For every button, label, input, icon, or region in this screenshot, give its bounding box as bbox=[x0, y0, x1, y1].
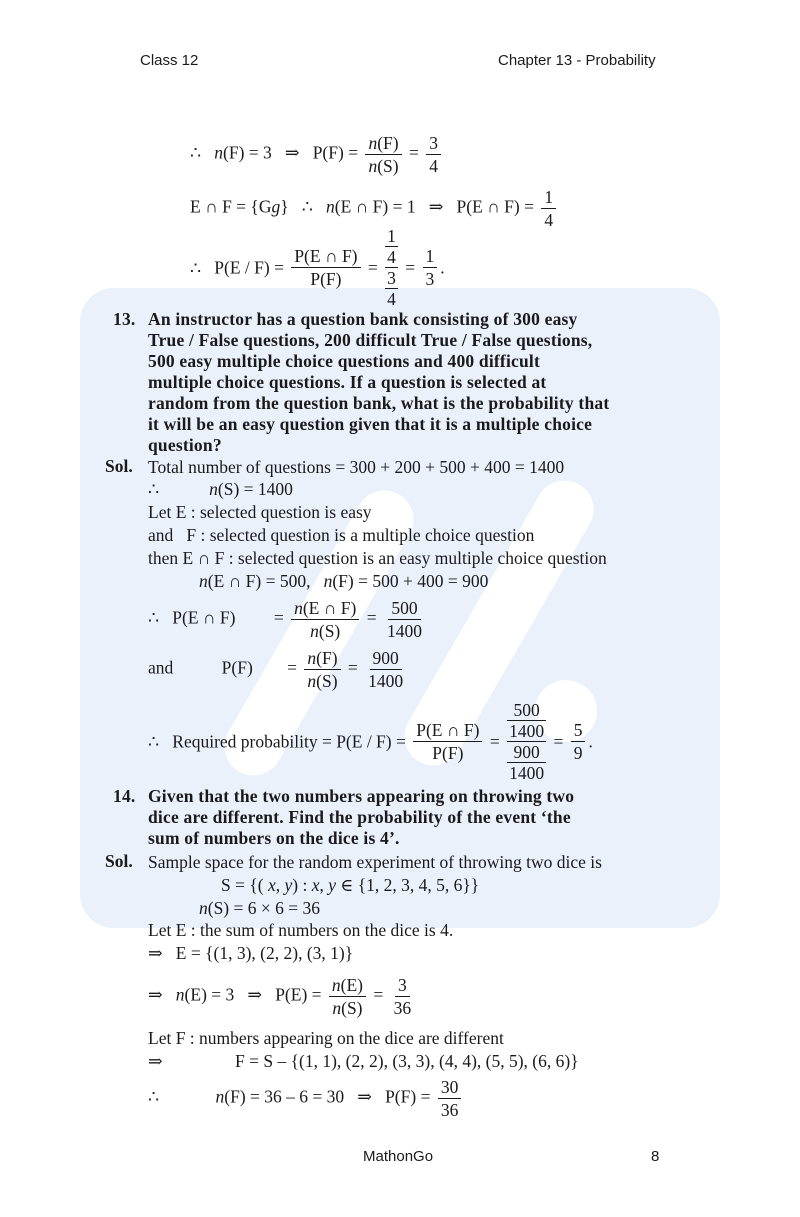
sol14-line-9: ∴ n(F) = 36 – 6 = 30 ⇒ P(F) = $\frac{30}{36}$ bbox=[148, 1077, 464, 1120]
sol13-line-1: Total number of questions = 300 + 200 + 500 + 400 = 1400 bbox=[148, 457, 565, 477]
solution-label: Sol. bbox=[105, 456, 133, 476]
sol13-line-3: Let E : selected question is easy bbox=[148, 502, 372, 522]
fraction: $\frac{3}{4}$ bbox=[426, 133, 441, 176]
sol13-line-8: and P(F) = $\frac{n(F)}{n(S)}$ = $\frac{900}{1400}$ bbox=[148, 648, 404, 691]
footer-brand: MathonGo bbox=[363, 1148, 434, 1165]
sol13-line-7: ∴ P(E ∩ F) = $\frac{n(E \cap F)}{n(S)}$ = $\frac{500}{1400}$ bbox=[148, 598, 422, 641]
solution-label: Sol. bbox=[105, 851, 133, 871]
sol14-line-6: ⇒ n(E) = 3 ⇒ P(E) = $\frac{n(E)}{n(S)}$ = $\frac{3}{36}$ bbox=[148, 975, 412, 1018]
sol14-line-4: Let E : the sum of numbers on the dice is 4. bbox=[148, 920, 454, 940]
header-class: Class 12 bbox=[140, 52, 199, 69]
sol13-line-4: and F : selected question is a multiple choice question bbox=[148, 525, 535, 545]
sol13-line-9: ∴ Required probability = P(E / F) = $\frac{P(E \cap F)}{P(F)}$ = 500 1400 900 1400 = $\frac{5}{9}$ . bbox=[148, 700, 593, 783]
sol13-line-2: ∴ n(S) = 1400 bbox=[148, 479, 293, 499]
sol14-line-1: Sample space for the random experiment of throwing two dice is bbox=[148, 852, 602, 872]
sol14-line-8: ⇒ F = S – {(1, 1), (2, 2), (3, 3), (4, 4), (5, 5), (6, 6)} bbox=[148, 1051, 579, 1071]
sol14-line-7: Let F : numbers appearing on the dice are different bbox=[148, 1028, 504, 1048]
question-text: Given that the two numbers appearing on throwing two dice are different. Find the probability of the event ‘the sum of numbers on the dice is 4’. bbox=[148, 786, 575, 848]
prev-line-2: E ∩ F = {Gg} ∴ n(E ∩ F) = 1 ⇒ P(E ∩ F) = $\frac{1}{4}$ bbox=[190, 187, 559, 230]
sol14-line-2: S = {( x, y) : x, y ∈ {1, 2, 3, 4, 5, 6}} bbox=[221, 875, 480, 895]
compound-fraction: 500 1400 900 1400 bbox=[509, 700, 545, 783]
compound-fraction: 1 4 3 4 bbox=[387, 226, 396, 309]
page-number: 8 bbox=[651, 1148, 660, 1165]
fraction: $\frac{1}{4}$ bbox=[541, 187, 556, 230]
question-number: 13. bbox=[113, 309, 136, 329]
fraction: $\frac{P(E \cap F)}{P(F)}$ bbox=[291, 246, 360, 289]
sol14-line-5: ⇒ E = {(1, 3), (2, 2), (3, 1)} bbox=[148, 943, 354, 963]
question-number: 14. bbox=[113, 786, 136, 806]
fraction: $\frac{1}{3}$ bbox=[423, 246, 438, 289]
question-text: An instructor has a question bank consisting of 300 easy True / False questions, 200 difficult True / False questions, 500 easy multiple choice questions and 400 difficult multiple choice questions. If a question is selected at random from the question bank, what is the probability that it will be an easy question given that it is a multiple choice question? bbox=[148, 309, 610, 455]
prev-line-3: ∴ P(E / F) = $\frac{P(E \cap F)}{P(F)}$ = 1 4 3 4 = $\frac{1}{3}$ . bbox=[190, 226, 445, 309]
prev-line-1: ∴ n(F) = 3 ⇒ P(F) = $\frac{n(F)}{n(S)}$ = $\frac{3}{4}$ bbox=[190, 133, 444, 176]
sol13-line-5: then E ∩ F : selected question is an easy multiple choice question bbox=[148, 548, 607, 568]
sol13-line-6: n(E ∩ F) = 500, n(F) = 500 + 400 = 900 bbox=[199, 571, 489, 591]
header-chapter: Chapter 13 - Probability bbox=[498, 52, 656, 69]
sol14-line-3: n(S) = 6 × 6 = 36 bbox=[199, 898, 320, 918]
fraction: $\frac{n(F)}{n(S)}$ bbox=[365, 133, 401, 176]
